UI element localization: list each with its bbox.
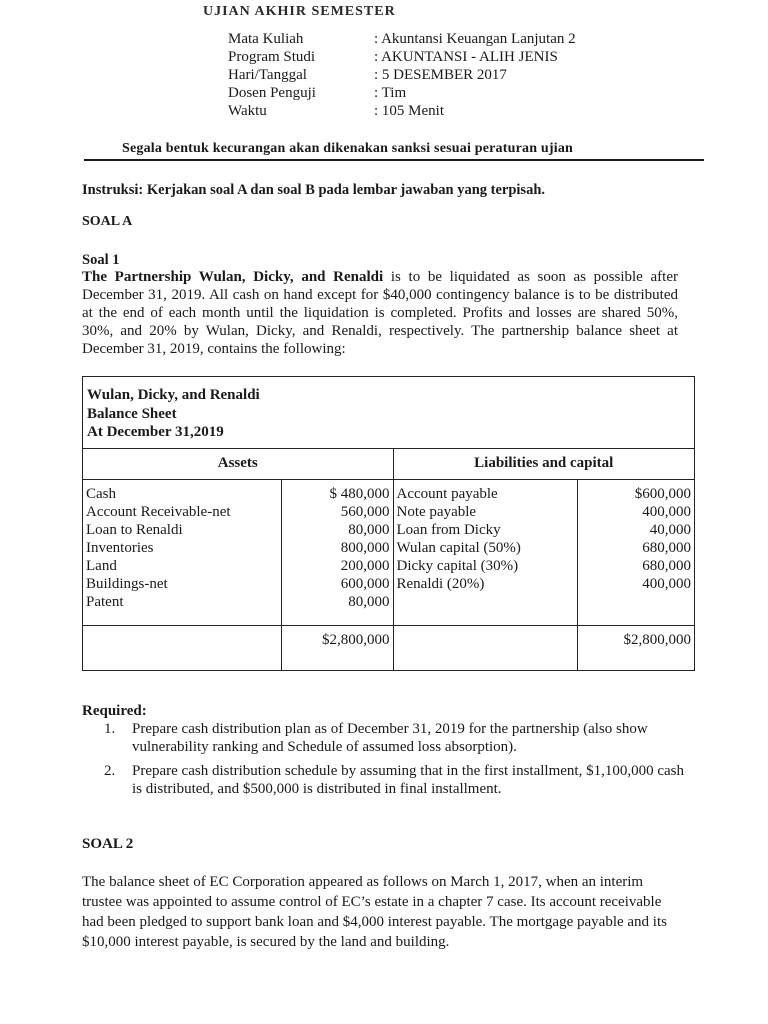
liabilities-total: $2,800,000 <box>577 625 694 670</box>
liability-amounts: $600,000 400,000 40,000 680,000 680,000 400,000 <box>577 479 694 625</box>
asset-amounts: $ 480,000 560,000 80,000 800,000 200,000 600,000 80,000 <box>281 479 393 625</box>
balance-sheet <box>82 376 695 671</box>
question-1-text: The Partnership Wulan, Dicky, and Renaldi is to be liquidated as soon as possible after December 31, 2019. All cash on hand except for $40,000 contingency balance is to be distributed at the end of each month until the liquidation is completed. Profits and losses are shared 50%, 30%, and 20% by Wulan, Dicky, and Renaldi, respectively. The partnership balance sheet at December 31, 2019, contains the following: <box>82 269 678 357</box>
cheating-warning: Segala bentuk kecurangan akan dikenakan sanksi sesuai peraturan ujian <box>122 141 574 156</box>
meta-row-time: Waktu : 105 Menit <box>228 103 444 119</box>
required-list <box>104 720 684 804</box>
meta-row-course: Mata Kuliah : Akuntansi Keuangan Lanjutan 2 <box>228 31 576 47</box>
asset-labels: Cash Account Receivable-net Loan to Renaldi Inventories Land Buildings-net Patent <box>83 479 281 625</box>
liabilities-header: Liabilities and capital <box>393 449 694 480</box>
assets-header: Assets <box>83 449 393 480</box>
liability-labels: Account payable Note payable Loan from Dicky Wulan capital (50%) Dicky capital (30%) Renaldi (20%) <box>393 479 577 625</box>
exam-meta <box>228 30 576 120</box>
instruction: Instruksi: Kerjakan soal A dan soal B pada lembar jawaban yang terpisah. <box>82 182 546 198</box>
question-1-title: Soal 1 <box>82 252 120 268</box>
exam-title-cut: UJIAN AKHIR SEMESTER <box>203 4 396 19</box>
question-2-text: The balance sheet of EC Corporation appeared as follows on March 1, 2017, when an interim trustee was appointed to assume control of EC’s estate in a chapter 7 case. Its account receivable had been pledged to support bank loan and $4,000 interest payable. The mortgage payable and its $10,000 interest payable, is secured by the land and building. <box>82 874 667 950</box>
list-item: 2. Prepare cash distribution schedule by assuming that in the first installment, $1,100,000 cash is distributed, and $500,000 is distributed in final installment. <box>104 763 684 797</box>
balance-sheet-title: Wulan, Dicky, and Renaldi Balance Sheet At December 31,2019 <box>83 377 694 449</box>
totals-row <box>83 625 694 670</box>
list-item: 1. Prepare cash distribution plan as of December 31, 2019 for the partnership (also show vulnerability ranking and Schedule of assumed loss absorption). <box>104 721 648 755</box>
required-heading: Required: <box>82 703 147 719</box>
balance-sheet-table <box>83 449 694 670</box>
assets-total: $2,800,000 <box>281 625 393 670</box>
section-heading-soal-2: SOAL 2 <box>82 836 134 852</box>
meta-row-date: Hari/Tanggal : 5 DESEMBER 2017 <box>228 67 507 83</box>
table-row <box>83 479 694 625</box>
header-divider <box>84 159 704 161</box>
section-heading-soal-a: SOAL A <box>82 214 133 229</box>
meta-row-program: Program Studi : AKUNTANSI - ALIH JENIS <box>228 49 558 65</box>
meta-row-examiner: Dosen Penguji : Tim <box>228 85 407 101</box>
